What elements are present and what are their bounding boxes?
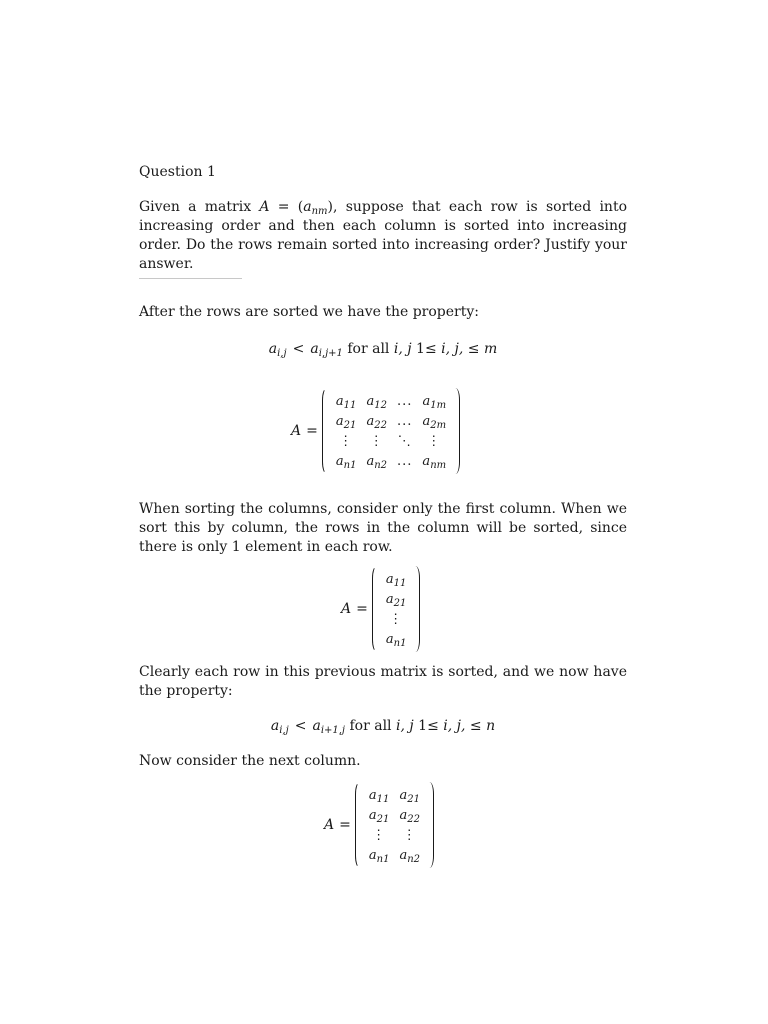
eq-bound: m xyxy=(483,341,498,357)
matrix-cell: $a_{11}$ xyxy=(385,571,407,589)
matrix-2 xyxy=(341,566,420,652)
matrix-2-lhs: A xyxy=(341,601,352,617)
next-column-intro: Now consider the next column. xyxy=(139,753,361,769)
matrix-cell: ⋮ xyxy=(369,433,384,449)
eq-lhs-sub: i,j xyxy=(277,348,287,359)
eq-rhs-sub: i+1,j xyxy=(320,725,346,736)
matrix-cell: $a_{n1}$ xyxy=(335,453,357,471)
problem-text-end: ), suppose that each row is sorted into increasing order and then each column is sorted into increasing order. Do the rows remain sorted into increasing order? Justify your answer. xyxy=(139,199,627,272)
matrix-3 xyxy=(324,782,434,868)
matrix-cell: $a_{1m}$ xyxy=(422,393,447,411)
matrix-1-left-paren xyxy=(322,388,331,474)
row-sorted-conclusion: Clearly each row in this previous matrix is sorted, and we now have the property: xyxy=(139,664,627,699)
question-heading: Question 1 xyxy=(139,164,216,180)
matrix-cell: $a_{2m}$ xyxy=(422,413,447,431)
matrix-cell: $a_{21}$ xyxy=(385,591,407,609)
matrix-cell: ⋮ xyxy=(372,827,387,843)
matrix-2-right-paren xyxy=(411,566,420,652)
matrix-cell: $a_{11}$ xyxy=(335,393,357,411)
matrix-equation-2 xyxy=(139,566,627,652)
eq-range-end: ≤ xyxy=(465,718,487,734)
eq-forall: for all xyxy=(342,341,394,357)
matrix-equation-1 xyxy=(139,388,627,474)
matrix-2-left-paren xyxy=(372,566,381,652)
matrix-cell: $a_{21}$ xyxy=(335,413,357,431)
matrix-3-equals: = xyxy=(339,817,351,833)
eq-rhs-sub: i,j+1 xyxy=(318,348,343,359)
matrix-cell: $a_{12}$ xyxy=(366,393,387,411)
matrix-cell: $a_{nm}$ xyxy=(422,453,447,471)
eq-range-start: 1≤ xyxy=(411,341,442,357)
matrix-1-grid xyxy=(331,391,451,471)
eq-range-end: ≤ xyxy=(463,341,484,357)
matrix-cell: $a_{n1}$ xyxy=(385,631,407,649)
element-subscript: nm xyxy=(311,206,328,217)
matrix-2-grid xyxy=(381,569,412,649)
matrix-cell: ... xyxy=(397,393,413,409)
eq-forall: for all xyxy=(345,718,396,734)
problem-statement xyxy=(139,198,627,274)
eq-relation: < xyxy=(294,718,307,734)
matrix-1 xyxy=(291,388,460,474)
matrix-cell: $a_{21}$ xyxy=(399,787,420,805)
matrix-cell: ⋮ xyxy=(402,827,417,843)
matrix-cell: ⋮ xyxy=(427,433,442,449)
matrix-2-equals: = xyxy=(356,601,368,617)
row-property-equation xyxy=(139,339,627,359)
column-property-equation xyxy=(139,716,627,736)
matrix-cell: $a_{21}$ xyxy=(368,807,390,825)
eq-vars: i, j xyxy=(393,341,412,357)
equals-paren: = ( xyxy=(269,199,304,215)
matrix-3-right-paren xyxy=(425,782,434,868)
eq-range-vars: i, j, xyxy=(443,718,466,734)
matrix-symbol: A xyxy=(259,199,270,215)
eq-rhs: a xyxy=(310,341,319,357)
eq-relation: < xyxy=(292,341,305,357)
eq-vars: i, j xyxy=(396,718,414,734)
matrix-cell: $a_{11}$ xyxy=(368,787,390,805)
matrix-cell: ⋮ xyxy=(389,611,404,627)
matrix-cell: $a_{n1}$ xyxy=(368,847,390,865)
column-sort-explanation: When sorting the columns, consider only the first column. When we sort this by column, the rows in the column will be sorted, since there is only 1 element in each row. xyxy=(139,501,627,555)
matrix-cell: ⋮ xyxy=(339,433,354,449)
section-divider xyxy=(139,278,242,279)
matrix-cell: ⋱ xyxy=(397,433,412,449)
matrix-cell: $a_{n2}$ xyxy=(399,847,421,865)
eq-bound: n xyxy=(486,718,496,734)
matrix-3-grid xyxy=(364,785,425,865)
eq-rhs: a xyxy=(312,718,321,734)
matrix-cell: ... xyxy=(397,453,413,469)
eq-lhs-sub: i,j xyxy=(279,725,289,736)
problem-text-start: Given a matrix xyxy=(139,199,260,215)
matrix-equation-3 xyxy=(139,782,627,868)
matrix-cell: $a_{22}$ xyxy=(366,413,387,431)
matrix-1-right-paren xyxy=(451,388,460,474)
eq-lhs: a xyxy=(270,718,280,734)
rows-sorted-intro: After the rows are sorted we have the property: xyxy=(139,304,479,320)
matrix-3-left-paren xyxy=(355,782,364,868)
eq-range-vars: i, j, xyxy=(441,341,464,357)
matrix-1-equals: = xyxy=(306,423,318,439)
matrix-1-lhs: A xyxy=(291,423,302,439)
eq-lhs: a xyxy=(268,341,278,357)
matrix-3-lhs: A xyxy=(324,817,335,833)
matrix-cell: ... xyxy=(397,413,413,429)
matrix-cell: $a_{22}$ xyxy=(399,807,420,825)
eq-range-start: 1≤ xyxy=(413,718,444,734)
element-symbol: a xyxy=(303,199,312,215)
document-page xyxy=(139,0,627,1024)
matrix-cell: $a_{n2}$ xyxy=(366,453,388,471)
